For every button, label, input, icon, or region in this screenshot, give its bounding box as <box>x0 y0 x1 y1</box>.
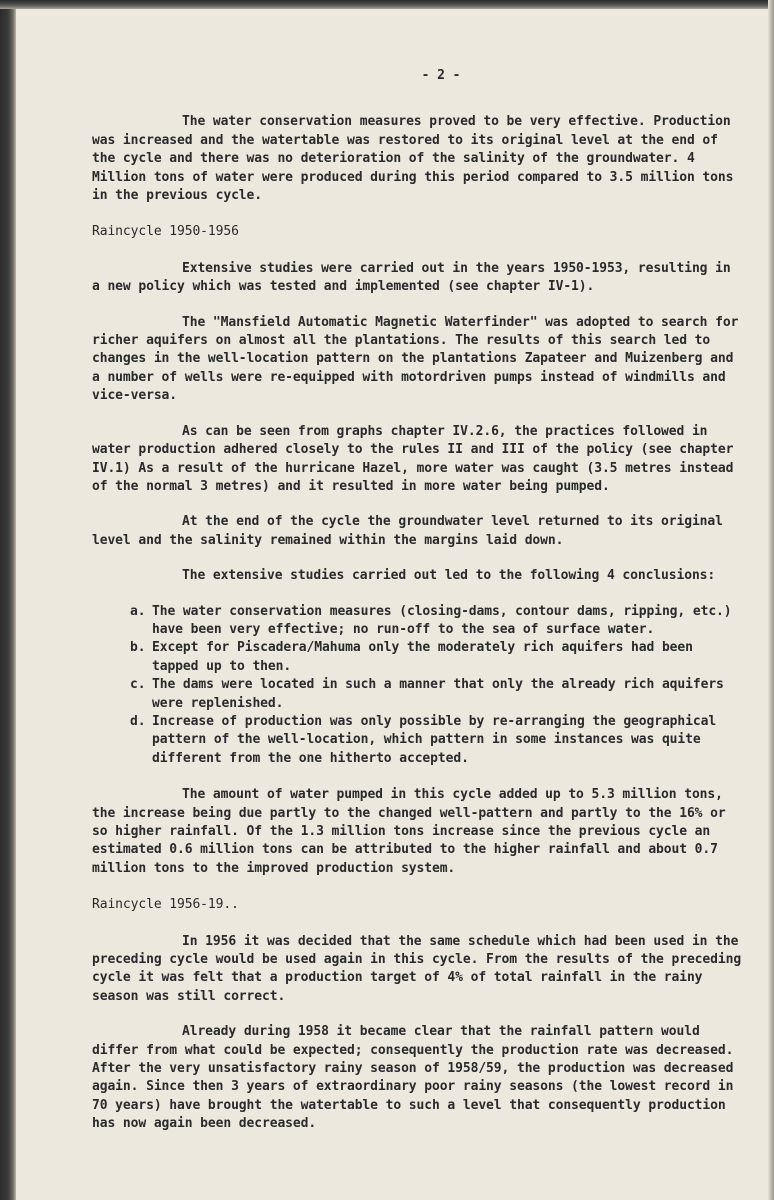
conclusion-item <box>130 603 742 640</box>
top-edge <box>0 0 774 9</box>
section-heading-1956: Raincycle 1956-19.. <box>92 897 239 913</box>
conclusion-text: Except for Piscadera/Mahuma only the moderately rich aquifers had been tapped up to then. <box>152 640 693 674</box>
list-marker: b. <box>130 640 146 656</box>
paragraph-1958-rainfall: Already during 1958 it became clear that the rainfall pattern would differ from what could be expected; consequently the production rate was decreased. After the very unsatisfactory rainy season of 1958/59, the production was decreased again. Since then 3 years of extraordinary poor rainy seasons (the lowest record in 70 years) have brought the watertable to such a level that consequently production has now again been decreased. <box>92 1024 734 1132</box>
section-heading-1950-1956: Raincycle 1950-1956 <box>92 224 239 240</box>
list-marker: c. <box>130 677 146 693</box>
paragraph-water-conservation: The water conservation measures proved to be very effective. Production was increased and the watertable was restored to its original level at the end of the cycle and there was no deterioration of the salinity of the groundwater. 4 Million tons of water were produced during this period compared to 3.5 million tons in the previous cycle. <box>92 114 734 204</box>
paragraph-waterfinder: The "Mansfield Automatic Magnetic Waterfinder" was adopted to search for richer aquifers on almost all the plantations. The results of this search led to changes in the well-location pattern on the plantations Zapateer and Muizenberg and a number of wells were re-equipped with motordriven pumps instead of windmills and vice-versa. <box>92 314 739 404</box>
page-number: - 2 - <box>421 68 461 83</box>
paragraph-extensive-studies: Extensive studies were carried out in the years 1950-1953, resulting in a new policy which was tested and implemented (see chapter IV-1). <box>92 260 731 295</box>
binding-edge <box>0 0 16 1200</box>
document-body <box>92 67 742 1151</box>
paragraph-conclusions-intro: The extensive studies carried out led to the following 4 conclusions: <box>182 568 716 584</box>
paragraph-amount-pumped: The amount of water pumped in this cycle added up to 5.3 million tons, the increase being due partly to the changed well-pattern and partly to the 16% or so higher rainfall. Of the 1.3 million tons increase since the previous cycle an estimated 0.6 million tons can be attributed to the higher rainfall and about 0.7 million tons to the improved production system. <box>92 787 726 876</box>
conclusions-list <box>130 603 742 769</box>
paragraph-end-of-cycle: At the end of the cycle the groundwater level returned to its original level and the salinity remained within the margins laid down. <box>92 514 723 548</box>
list-marker: a. <box>130 603 146 619</box>
conclusion-item <box>130 713 742 768</box>
conclusion-text: The water conservation measures (closing-dams, contour dams, ripping, etc.) have been very effective; no run-off to the sea of surface water. <box>152 603 732 637</box>
conclusion-item <box>130 639 742 676</box>
conclusion-item <box>130 676 742 713</box>
conclusion-text: Increase of production was only possible by re-arranging the geographical pattern of the well-location, which pattern in some instances was quite different from the one hitherto accepted. <box>152 713 717 766</box>
right-edge <box>768 0 774 1200</box>
list-marker: d. <box>130 713 146 729</box>
document-page <box>16 9 768 1200</box>
paragraph-1956-schedule: In 1956 it was decided that the same schedule which had been used in the preceding cycle would be used again in this cycle. From the results of the preceding cycle it was felt that a production target of 4% of total rainfall in the rainy season was still correct. <box>92 933 742 1004</box>
paragraph-graphs: As can be seen from graphs chapter IV.2.6, the practices followed in water production adhered closely to the rules II and III of the policy (see chapter IV.1) As a result of the hurricane Hazel, more water was caught (3.5 metres instead of the normal 3 metres) and it resulted in more water being pumped. <box>92 423 734 494</box>
conclusion-text: The dams were located in such a manner that only the already rich aquifers were replenished. <box>152 677 724 711</box>
